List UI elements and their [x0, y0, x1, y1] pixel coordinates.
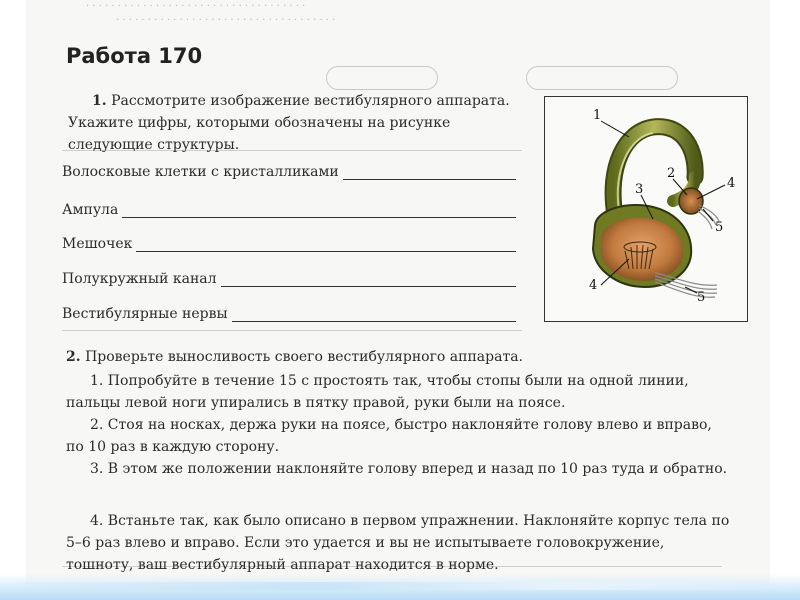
bleed-through-line	[62, 330, 522, 331]
task-2-heading	[66, 346, 726, 368]
vestibular-apparatus-figure	[544, 96, 748, 322]
answer-line[interactable]	[136, 237, 516, 252]
task-1-instructions	[68, 90, 518, 156]
task-2-number: 2.	[66, 349, 81, 365]
figure-label: 2	[667, 166, 676, 181]
vestibular-apparatus-illustration	[545, 97, 747, 321]
answer-label: Вестибулярные нервы	[62, 306, 228, 322]
answer-field-semicircular-canal[interactable]	[62, 271, 516, 287]
answer-line[interactable]	[122, 203, 516, 218]
figure-label: 5	[697, 290, 706, 305]
figure-label: 5	[715, 220, 724, 235]
answer-field-hair-cells[interactable]	[62, 164, 516, 180]
bleed-through-shape	[326, 66, 438, 90]
answer-label: Ампула	[62, 202, 119, 218]
exercise-step: 1. Попробуйте в течение 15 с простоять так, чтобы стопы были на одной линии, пальцы левой ноги упирались в пятку правой, руки были на поясе.	[66, 373, 689, 411]
answer-field-vestibular-nerves[interactable]	[62, 306, 516, 322]
answer-label: Волосковые клетки с кристалликами	[62, 164, 339, 180]
exercise-step: 3. В этом же положении наклоняйте голову вперед и назад по 10 раз туда и обратно.	[90, 461, 728, 477]
answer-line[interactable]	[221, 272, 516, 287]
answer-line[interactable]	[343, 165, 516, 180]
exercise-step: 4. Встаньте так, как было описано в первом упражнении. Наклоняйте корпус тела по 5–6 раз влево и вправо. Если это удается и вы не испытываете головокружение, тошноту, ваш вестибулярный аппарат находится в норме.	[66, 513, 730, 573]
answer-field-saccule[interactable]	[62, 236, 516, 252]
figure-label: 4	[727, 176, 736, 191]
answer-field-ampulla[interactable]	[62, 202, 516, 218]
answer-label: Мешочек	[62, 236, 133, 252]
task-1-number: 1.	[92, 93, 107, 109]
answer-label: Полукружный канал	[62, 271, 217, 287]
figure-label: 3	[635, 182, 644, 197]
figure-label: 4	[589, 278, 598, 293]
slide-bottom-highlight	[0, 582, 800, 590]
task-2-text: Проверьте выносливость своего вестибулярного аппарата.	[85, 349, 523, 365]
figure-label: 1	[593, 108, 602, 123]
answer-line[interactable]	[232, 307, 516, 322]
workbook-page	[26, 0, 770, 588]
page-title: Работа 170	[66, 44, 203, 68]
exercise-step: 2. Стоя на носках, держа руки на поясе, быстро наклоняйте голову влево и вправо, по 10 раз в каждую сторону.	[66, 417, 712, 455]
bleed-through-text: · · · · · · · · · · · · · · · · · · · · · · · · · · · · · · · · · · ·	[86, 1, 306, 12]
bleed-through-text: · · · · · · · · · · · · · · · · · · · · · · · · · · · · · · · · · · ·	[116, 15, 336, 26]
task-1-text: Рассмотрите изображение вестибулярного аппарата. Укажите цифры, которыми обозначены на рисунке следующие структуры.	[68, 93, 510, 153]
bleed-through-shape	[526, 66, 678, 90]
